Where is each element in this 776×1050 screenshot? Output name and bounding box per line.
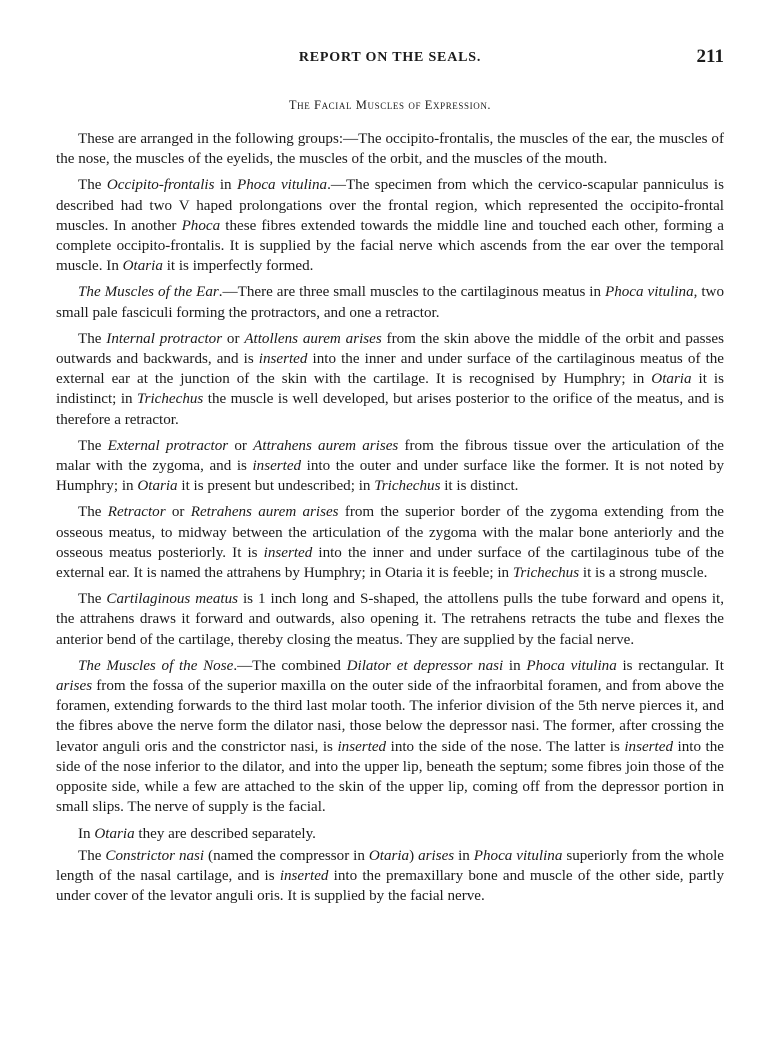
paragraph — [56, 824, 724, 844]
paragraph — [56, 656, 724, 818]
text-run: The — [78, 591, 107, 608]
italic-term: Phoca — [181, 217, 221, 234]
italic-term: inserted — [263, 544, 313, 561]
text-run: The — [78, 504, 108, 521]
text-run: , two small pale fasciculi forming the protractors, and one a retractor. — [56, 284, 724, 321]
italic-term: Trichechus — [137, 391, 204, 408]
italic-term: Retractor — [107, 504, 166, 521]
text-run: it is imperfectly formed. — [162, 258, 314, 275]
italic-term: Otaria — [137, 478, 178, 495]
text-run: it is indistinct; in — [56, 371, 724, 408]
italic-term: Occipito-frontalis — [106, 177, 215, 194]
italic-term: Otaria — [368, 847, 410, 864]
italic-term: Otaria — [94, 825, 135, 842]
paragraph — [56, 329, 724, 430]
paragraph — [56, 589, 724, 650]
italic-term: Phoca vitulina — [237, 177, 328, 194]
text-run: The — [78, 177, 107, 194]
italic-term: inserted — [258, 351, 308, 368]
italic-term: Cartilaginous meatus — [106, 591, 239, 608]
italic-term: Dilator et depressor nasi — [346, 657, 504, 674]
page — [56, 44, 724, 912]
body-text — [56, 129, 724, 906]
paragraph — [56, 502, 724, 583]
page-number: 211 — [696, 46, 724, 67]
text-run: in — [503, 657, 527, 674]
text-run: from the fossa of the superior maxilla on the outer side of the infraorbital foramen, and from above the foramen, extending forwards to the third last molar tooth. The inferior division of the 5th nerve pierces it, and the fibres above the nerve form the dilator nasi, those below the depressor nasi. The former, after crossing the levator anguli oris and the constrictor nasi, is — [56, 678, 724, 755]
text-run: from the skin above the middle of the orbit and passes outwards and backwards, and is — [56, 330, 725, 368]
text-run: These are arranged in the following groups:—The occipito-frontalis, the muscles of the ear, the muscles of the nose, the muscles of the eyelids, the muscles of the orbit, and the muscles of the mouth. — [56, 131, 724, 168]
text-run: from the superior border of the zygoma extending from the osseous meatus, to midway between the articulation of the zygoma with the malar bone anteriorly and the osseous meatus posteriorly. It is — [56, 504, 724, 561]
text-run: into the side of the nose. The latter is — [386, 738, 625, 755]
text-run: it is distinct. — [440, 478, 519, 495]
paragraph — [56, 436, 724, 497]
text-run: it is present but undescribed; in — [177, 478, 375, 495]
italic-term: Trichechus — [512, 565, 580, 582]
italic-term: inserted — [337, 738, 387, 755]
italic-term: Constrictor nasi — [105, 847, 205, 864]
italic-term: Trichechus — [374, 478, 441, 495]
paragraph — [56, 846, 724, 907]
text-run: (named the compressor in — [204, 847, 369, 864]
text-run: in — [214, 177, 237, 194]
text-run: or — [222, 330, 245, 347]
text-run: in — [454, 847, 474, 864]
text-run: it is a strong muscle. — [579, 565, 708, 582]
italic-term: The Muscles of the Nose — [78, 657, 234, 674]
paragraph — [56, 282, 724, 322]
text-run: into the inner and under surface of the cartilaginous meatus of the external ear at the junction of the skin with the cartilage. It is recognised by Humphry; in — [56, 351, 725, 388]
italic-term: External protractor — [107, 437, 229, 454]
italic-term: Attollens aurem arises — [244, 330, 382, 347]
text-run: into the side of the nose inferior to the dilator, and into the upper lip, beneath the septum; some fibres join those of the opposite side, while a few are attached to the skin of the upper lip, coming off from the depressor portion in small slips. The nerve of supply is the facial. — [56, 738, 724, 816]
text-run: the muscle is well developed, but arises posterior to the orifice of the meatus, and is therefore a retractor. — [56, 391, 724, 428]
italic-term: Internal protractor — [106, 330, 223, 347]
text-run: into the outer and under surface like the former. It is not noted by Humphry; in — [56, 458, 725, 495]
italic-term: Retrahens aurem arises — [190, 504, 339, 521]
italic-term: Phoca vitulina — [473, 847, 563, 864]
paragraph — [56, 129, 724, 169]
italic-term: Attrahens aurem arises — [253, 437, 399, 454]
text-run: .—The specimen from which the cervico-scapular panniculus is described had two V haped prolongations over the frontal region, which represented the occipito-frontal muscles. In another — [56, 177, 724, 234]
text-run: these fibres extended towards the middle line and touched each other, forming a complete occipito-frontalis. It is supplied by the facial nerve which ascends from the ear over the temporal muscle. In — [56, 217, 724, 275]
text-run: from the fibrous tissue over the articulation of the malar with the zygoma, and is — [56, 437, 724, 475]
text-run: The — [78, 330, 107, 347]
text-run: they are described separately. — [134, 825, 316, 842]
text-run: .—The combined — [233, 657, 347, 674]
italic-term: Otaria — [122, 258, 163, 275]
text-run: or — [228, 437, 254, 454]
italic-term: Phoca vitulina — [526, 657, 617, 674]
text-run: is 1 inch long and S-shaped, the attollens pulls the tube forward and opens it, the attrahens draws it forward and outwards, also opening it. The retrahens retracts the tube and flexes the anterior bend of the cartilage, thereby closing the meatus. They are supplied by the facial nerve. — [56, 591, 724, 648]
text-run: ) — [409, 847, 419, 864]
italic-term: arises — [418, 847, 455, 864]
text-run: The — [78, 847, 106, 864]
italic-term: inserted — [252, 458, 302, 475]
running-header — [56, 44, 724, 72]
text-run: .—There are three small muscles to the cartilaginous meatus in — [218, 284, 605, 301]
text-run: into the premaxillary bone and muscle of the other side, partly under cover of the levator anguli oris. It is supplied by the facial nerve. — [56, 867, 724, 905]
italic-term: inserted — [279, 867, 329, 884]
running-title: REPORT ON THE SEALS. — [298, 50, 482, 65]
text-run: In — [78, 825, 95, 842]
text-run: is rectangular. It — [616, 657, 724, 674]
text-run: The — [78, 437, 108, 454]
text-run: into the inner and under surface of the cartilaginous tube of the external ear. It is named the attrahens by Humphry; in Otaria it is feeble; in — [56, 544, 724, 582]
italic-term: The Muscles of the Ear — [78, 284, 219, 301]
text-run: superiorly from the whole length of the nasal cartilage, and is — [56, 847, 725, 884]
italic-term: Otaria — [651, 371, 692, 388]
italic-term: arises — [56, 678, 93, 695]
italic-term: Phoca vitulina — [604, 284, 694, 301]
italic-term: inserted — [624, 738, 673, 755]
text-run: or — [165, 504, 191, 521]
paragraph — [56, 175, 724, 276]
section-title: The Facial Muscles of Expression. — [288, 98, 492, 112]
